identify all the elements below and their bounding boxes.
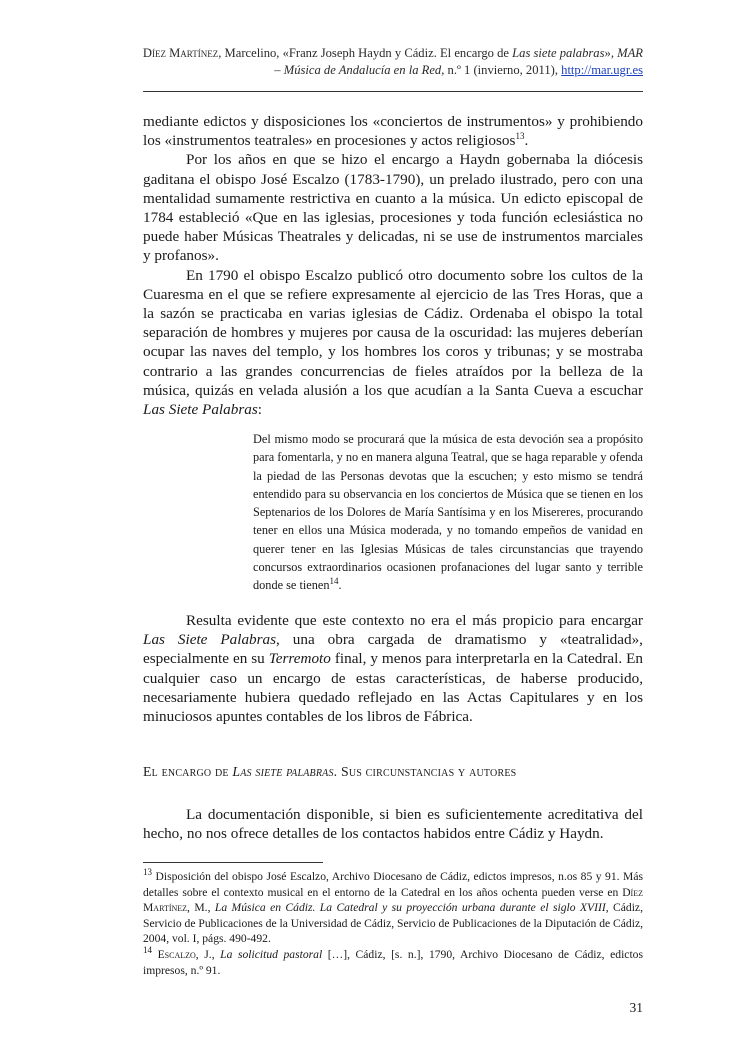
paragraph-1: mediante edictos y disposiciones los «conciertos de instrumentos» y prohibiendo los «instrumentos teatrales» en procesiones y actos religiosos$^{13}$. [143, 113, 643, 150]
block-quote: Del mismo modo se procurará que la música de esta devoción sea a propósito para fomentarla, y no en manera alguna Teatral, que se haga reparable y ofenda la piedad de las Personas devotas que la escuchen; y esto mismo se tendrá entendido para su observancia en los conciertos de Música que se tienen en los Septenarios de los Dolores de María Santísima y en los Misereres, procurando tener en ellos una Música moderada, y no tomando empeños de vanidad en querer tener en las Iglesias Músicas de tales circunstancias que trayendo concursos extraordinarios ocasionen profanaciones del lugar santo y terrible donde se tienen$^{14}$. [253, 432, 643, 593]
header-rule [143, 91, 643, 92]
footnotes [143, 869, 643, 978]
header-after-title: », [604, 46, 618, 60]
paragraph-2: Por los años en que se hizo el encargo a Haydn gobernaba la diócesis gaditana el obispo José Escalzo (1783-1790), un prelado ilustrado, pero con una mentalidad sumamente restrictiva en cuanto a la música. Un edicto episcopal de 1784 estableció «Que en las iglesias, procesiones y toda función eclesiástica no puede haber Músicas Theatrales y delicadas, ni se use de instrumentos marciales y profanos». [143, 151, 643, 265]
body-block-2 [143, 611, 643, 726]
header-issue: , n.º 1 (invierno, 2011), [441, 63, 562, 77]
header-author: Díez Martínez [142, 46, 219, 60]
header-author-given: , Marcelino, «Franz Joseph Haydn y Cádiz. El encargo de [218, 46, 513, 60]
footnote-ref-13[interactable]: 13 [515, 131, 525, 142]
header-work-title: Las siete palabras [512, 46, 605, 60]
page-number: 31 [629, 1000, 643, 1015]
footnote-14: $^{14}$ Escalzo, J., La solicitud pastoral […], Cádiz, [s. n.], 1790, Archivo Diocesano de Cádiz, edictos impresos, n.º 91. [143, 945, 643, 977]
footnote-rule [143, 862, 323, 863]
footnote-13: $^{13}$ Disposición del obispo José Escalzo, Archivo Diocesano de Cádiz, edictos impresos, n.os 85 y 91. Más detalles sobre el contexto musical en el entorno de la Catedral en los años ochenta pueden verse en Díez Martínez, M., La Música en Cádiz. La Catedral y su proyección urbana durante el siglo XVIII, Cádiz, Servicio de Publicaciones de la Universidad de Cádiz, Servicio de Publicaciones de la Diputación de Cádiz, 2004, vol. I, págs. 490-492. [143, 867, 643, 946]
section-heading: El encargo de Las siete palabras. Sus circunstancias y autores [143, 764, 517, 779]
body-block-3 [143, 805, 643, 843]
body-block-1 [143, 112, 643, 419]
paragraph-3: En 1790 el obispo Escalzo publicó otro documento sobre los cultos de la Cuaresma en el que se refiere expresamente al ejercicio de las Tres Horas, que a la sazón se practicaba en varias iglesias de Cádiz. Ordenaba el obispo la total separación de hombres y mujeres por causa de la oscuridad: las mujeres deberían ocupar las naves del templo, y los hombres los coros y tribunas; y se mostraba contrario a las grandes concurrencias de fieles atraídos por la belleza de la música, quizás en velada alusión a los que acudían a la Santa Cueva a escuchar Las Siete Palabras: [143, 266, 643, 419]
header-journal: MAR – Música de Andalucía en la Red [274, 46, 643, 77]
footnote-ref-14[interactable]: 14 [329, 576, 339, 587]
running-header [140, 45, 643, 79]
header-url-link[interactable]: http://mar.ugr.es [561, 63, 643, 77]
paragraph-4: Resulta evidente que este contexto no era el más propicio para encargar Las Siete Palabras, una obra cargada de dramatismo y «teatralidad», especialmente en su Terremoto final, y menos para interpretarla en la Catedral. En cualquier caso un encargo de estas características, de haberse producido, necesariamente hubiera quedado reflejado en las Actas Capitulares y en los minuciosos apuntes contables de los libros de Fábrica. [143, 612, 643, 726]
paragraph-5: La documentación disponible, si bien es suficientemente acreditativa del hecho, no nos ofrece detalles de los contactos habidos entre Cádiz y Haydn. [143, 806, 643, 843]
